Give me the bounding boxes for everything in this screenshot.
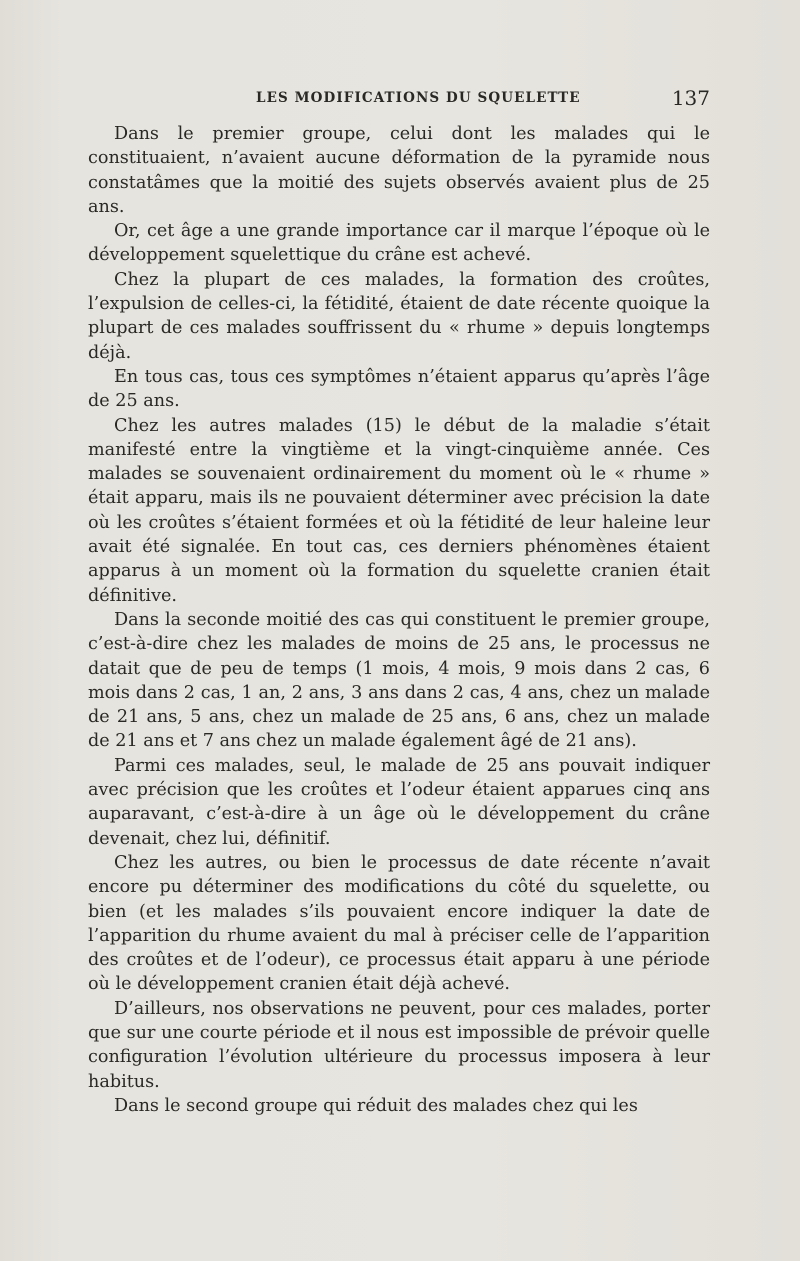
paragraph: D’ailleurs, nos observations ne peuvent, pour ces malades, porter que sur une courte période et il nous est impossible de prévoir quelle configuration l’évolution ultérieure du processus imposera à leur habitus. [88, 998, 710, 1092]
paragraph: Or, cet âge a une grande importance car il marque l’époque où le développement squelettique du crâne est achevé. [88, 221, 710, 266]
page-number: 137 [671, 86, 710, 110]
body-text [88, 122, 710, 1118]
paragraph: Chez la plupart de ces malades, la formation des croûtes, l’expulsion de celles-ci, la fétidité, étaient de date récente quoique la plupart de ces malades souffrissent du « rhume » depuis longtemps déjà. [88, 269, 710, 363]
paragraph: Dans le premier groupe, celui dont les malades qui le constituaient, n’avaient aucune déformation de la pyramide nous constatâmes que la moitié des sujets observés avaient plus de 25 ans. [88, 124, 710, 217]
page-header [88, 86, 710, 116]
paragraph: Parmi ces malades, seul, le malade de 25 ans pouvait indiquer avec précision que les croûtes et l’odeur étaient apparues cinq ans auparavant, c’est-à-dire à un âge où le développement du crâne devenait, chez lui, définitif. [88, 755, 710, 849]
paragraph: Chez les autres, ou bien le processus de date récente n’avait encore pu déterminer des modifications du côté du squelette, ou bien (et les malades s’ils pouvaient encore indiquer la date de l’apparition du rhume avaient du mal à préciser celle de l’apparition des croûtes et de l’odeur), ce processus était apparu à une période où le développement cranien était déjà achevé. [88, 852, 710, 995]
paragraph: Dans la seconde moitié des cas qui constituent le premier groupe, c’est-à-dire chez les malades de moins de 25 ans, le processus ne datait que de peu de temps (1 mois, 4 mois, 9 mois dans 2 cas, 6 mois dans 2 cas, 1 an, 2 ans, 3 ans dans 2 cas, 4 ans, chez un malade de 21 ans, 5 ans, chez un malade de 25 ans, 6 ans, chez un malade de 21 ans et 7 ans chez un malade également âgé de 21 ans). [88, 609, 710, 752]
paragraph: Dans le second groupe qui réduit des malades chez qui les [114, 1095, 638, 1116]
paragraph: En tous cas, tous ces symptômes n’étaient apparus qu’après l’âge de 25 ans. [88, 366, 710, 412]
running-title: LES MODIFICATIONS DU SQUELETTE [256, 90, 581, 106]
paragraph: Chez les autres malades (15) le début de la maladie s’était manifesté entre la vingtième et la vingt-cinquième année. Ces malades se souvenaient ordinairement du moment où le « rhume » était apparu, mais ils ne pouvaient déterminer avec précision la date où les croûtes s’étaient formées et où la fétidité de leur haleine leur avait été signalée. En tout cas, ces derniers phénomènes étaient apparus à un moment où la formation du squelette cranien était définitive. [88, 415, 710, 606]
